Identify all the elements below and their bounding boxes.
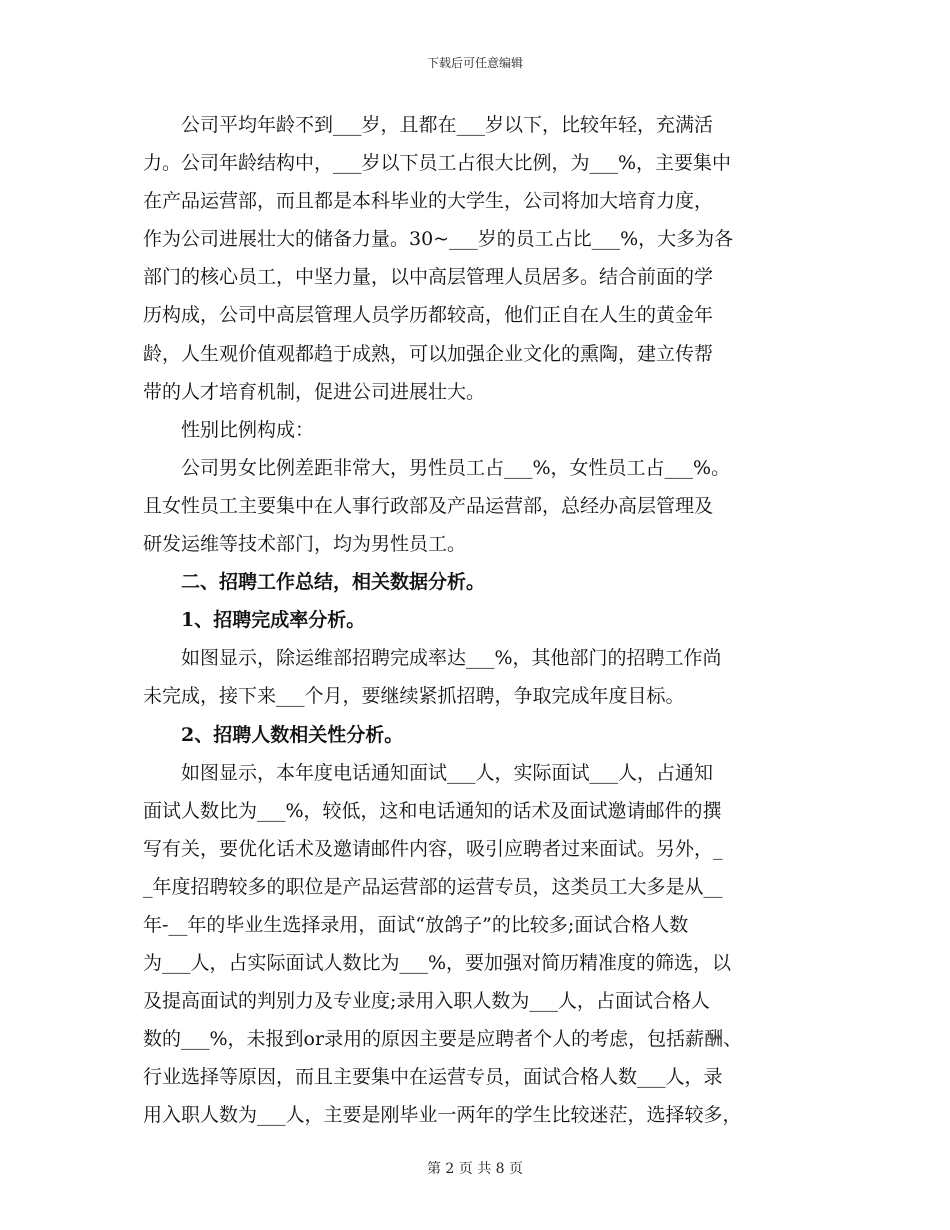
page-footer: 第 2 页 共 8 页 bbox=[426, 1161, 524, 1177]
text-line: 及提高面试的判别力及专业度;录用入职人数为___人，占面试合格人 bbox=[143, 990, 710, 1013]
subsection-heading-completion-rate: 1、招聘完成率分析。 bbox=[143, 609, 366, 632]
text-line: 写有关，要优化话术及邀请邮件内容，吸引应聘者过来面试。另外，_ bbox=[143, 837, 723, 860]
text-line: 研发运维等技术部门，均为男性员工。 bbox=[143, 533, 467, 556]
section-label-gender: 性别比例构成： bbox=[143, 418, 315, 441]
text-line: 在产品运营部，而且都是本科毕业的大学生，公司将加大培育力度， bbox=[143, 190, 714, 213]
text-line: 力。公司年龄结构中，___岁以下员工占很大比例，为___%，主要集中 bbox=[143, 152, 732, 175]
text-line: 行业选择等原因，而且主要集中在运营专员，面试合格人数___人，录 bbox=[143, 1066, 723, 1089]
text-line: 为___人，占实际面试人数比为___%，要加强对简历精准度的筛选，以 bbox=[143, 952, 732, 975]
text-line: 年-__年的毕业生选择录用，面试“放鸽子”的比较多;面试合格人数 bbox=[143, 913, 689, 936]
text-line: 带的人才培育机制，促进公司进展壮大。 bbox=[143, 380, 486, 403]
page-header: 下载后可任意编辑 bbox=[426, 56, 523, 70]
text-line: 如图显示，除运维部招聘完成率达___%，其他部门的招聘工作尚 bbox=[143, 647, 722, 670]
text-line: _年度招聘较多的职位是产品运营部的运营专员，这类员工大多是从__ bbox=[143, 875, 723, 898]
text-line: 作为公司进展壮大的储备力量。30~___岁的员工占比___%，大多为各 bbox=[143, 228, 734, 251]
text-line: 数的___%，未报到or录用的原因主要是应聘者个人的考虑，包括薪酬、 bbox=[143, 1028, 743, 1051]
text-line: 用入职人数为___人，主要是刚毕业一两年的学生比较迷茫，选择较多， bbox=[143, 1104, 742, 1127]
text-line: 历构成，公司中高层管理人员学历都较高，他们正自在人生的黄金年 bbox=[143, 304, 714, 327]
subsection-heading-headcount: 2、招聘人数相关性分析。 bbox=[143, 723, 404, 746]
section-heading-recruitment: 二、招聘工作总结，相关数据分析。 bbox=[143, 571, 486, 594]
text-line: 面试人数比为___%，较低，这和电话通知的话术及面试邀请邮件的撰 bbox=[143, 799, 722, 822]
text-line: 未完成，接下来___个月，要继续紧抓招聘，争取完成年度目标。 bbox=[143, 685, 685, 708]
text-line: 且女性员工主要集中在人事行政部及产品运营部，总经办高层管理及 bbox=[143, 494, 714, 517]
text-line: 公司平均年龄不到___岁，且都在___岁以下，比较年轻，充满活 bbox=[143, 114, 714, 136]
text-line: 公司男女比例差距非常大，男性员工占___%，女性员工占___%。 bbox=[143, 456, 731, 479]
text-line: 部门的核心员工，中坚力量，以中高层管理人员居多。结合前面的学 bbox=[143, 266, 714, 289]
document-body bbox=[143, 106, 815, 1135]
text-line: 龄，人生观价值观都趋于成熟，可以加强企业文化的熏陶，建立传帮 bbox=[143, 342, 714, 365]
text-line: 如图显示，本年度电话通知面试___人，实际面试___人，占通知 bbox=[143, 761, 714, 784]
